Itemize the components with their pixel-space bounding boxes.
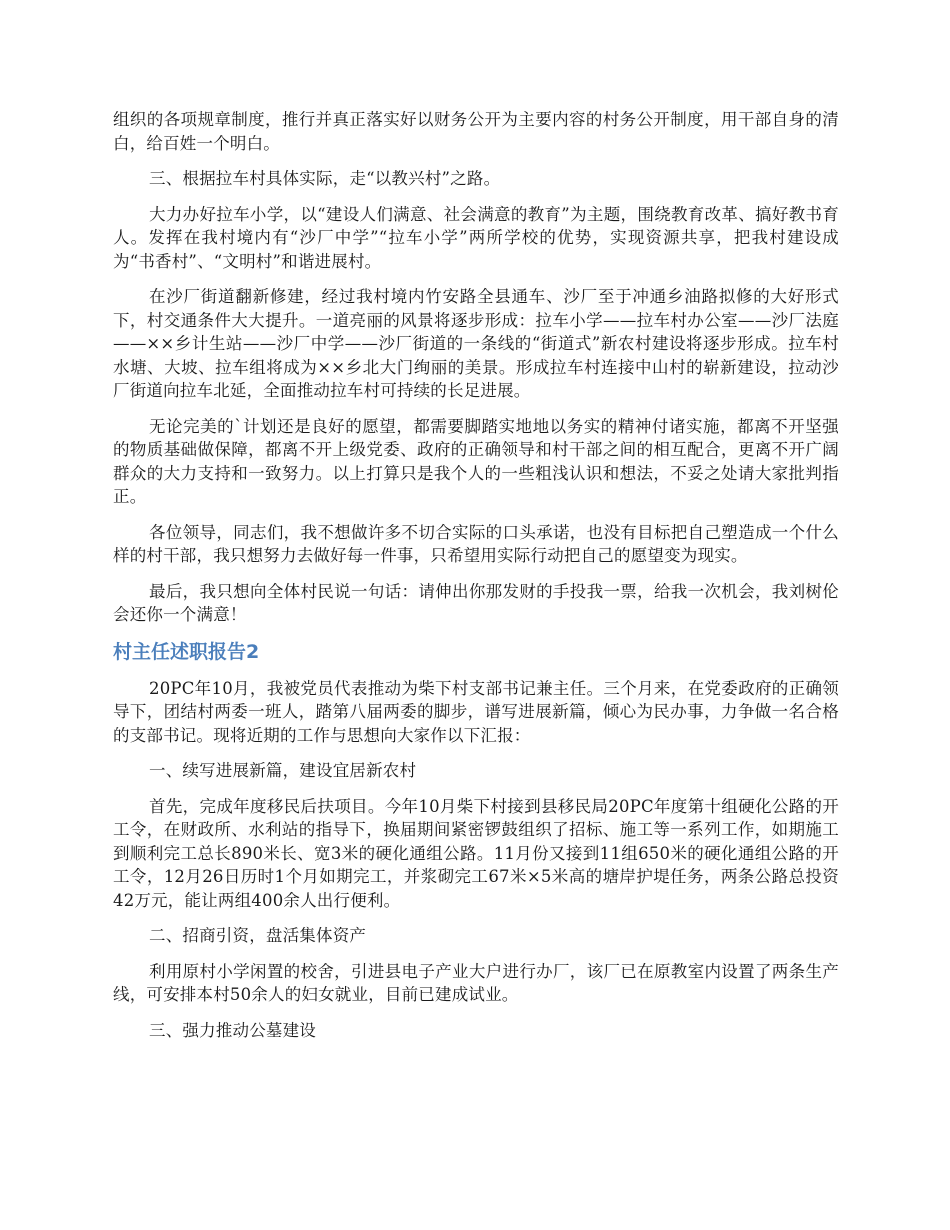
paragraph: 组织的各项规章制度，推行并真正落实好以财务公开为主要内容的村务公开制度，用干部自身的清白，给百姓一个明白。 [113,110,839,153]
paragraph: 在沙厂街道翻新修建，经过我村境内竹安路全县通车、沙厂至于冲通乡油路拟修的大好形式下，村交通条件大大提升。一道亮丽的风景将逐步形成：拉车小学——拉车村办公室——沙厂法庭——××乡计生站——沙厂中学——沙厂街道的一条线的“街道式”新农村建设将逐步形成。拉车村水塘、大坡、拉车组将成为××乡北大门绚丽的美景。形成拉车村连接中山村的崭新建设，拉动沙厂街道向拉车北延，全面推动拉车村可持续的长足进展。 [113,287,839,400]
paragraph: 20PC年10月，我被党员代表推动为柴下村支部书记兼主任。三个月来，在党委政府的正确领导下，团结村两委一班人，踏第八届两委的脚步，谱写进展新篇，倾心为民办事，力争做一名合格的支部书记。现将近期的工作与思想向大家作以下汇报： [113,678,839,745]
section-subheading: 一、续写进展新篇，建设宜居新农村 [149,761,417,780]
section-subheading: 三、根据拉车村具体实际，走“以教兴村”之路。 [149,169,501,188]
paragraph: 首先，完成年度移民后扶项目。今年10月柴下村接到县移民局20PC年度第十组硬化公路的开工令，在财政所、水利站的指导下，换届期间紧密锣鼓组织了招标、施工等一系列工作，如期施工到顺利完工总长890米长、宽3米的硬化通组公路。11月份又接到11组650米的硬化通组公路的开工令，12月26日历时1个月如期完工，并浆砌完工67米×5米高的塘岸护堤任务，两条公路总投资42万元，能让两组400余人出行便利。 [113,796,839,910]
section-subheading: 三、强力推动公墓建设 [149,1020,316,1040]
report-heading: 村主任述职报告2 [113,640,260,663]
paragraph: 最后，我只想向全体村民说一句话：请伸出你那发财的手投我一票，给我一次机会，我刘树伦会还你一个满意！ [113,581,839,624]
paragraph: 利用原村小学闲置的校舍，引进县电子产业大户进行办厂，该厂已在原教室内设置了两条生产线，可安排本村50余人的妇女就业，目前已建成试业。 [113,961,839,1004]
document-page [113,108,839,1054]
section-subheading: 二、招商引资，盘活集体资产 [149,926,367,945]
paragraph: 无论完美的`计划还是良好的愿望，都需要脚踏实地地以务实的精神付诸实施，都离不开坚强的物质基础做保障，都离不开上级党委、政府的正确领导和村干部之间的相互配合，更离不开广阔群众的大力支持和一致努力。以上打算只是我个人的一些粗浅认识和想法，不妥之处请大家批判指正。 [113,416,839,506]
paragraph: 各位领导，同志们，我不想做许多不切合实际的口头承诺，也没有目标把自己塑造成一个什么样的村干部，我只想努力去做好每一件事，只希望用实际行动把自己的愿望变为现实。 [113,522,839,565]
paragraph: 大力办好拉车小学，以“建设人们满意、社会满意的教育”为主题，围绕教育改革、搞好教书育人。发挥在我村境内有“沙厂中学”“拉车小学”两所学校的优势，实现资源共享，把我村建设成为“书香村”、“文明村”和谐进展村。 [113,204,839,271]
